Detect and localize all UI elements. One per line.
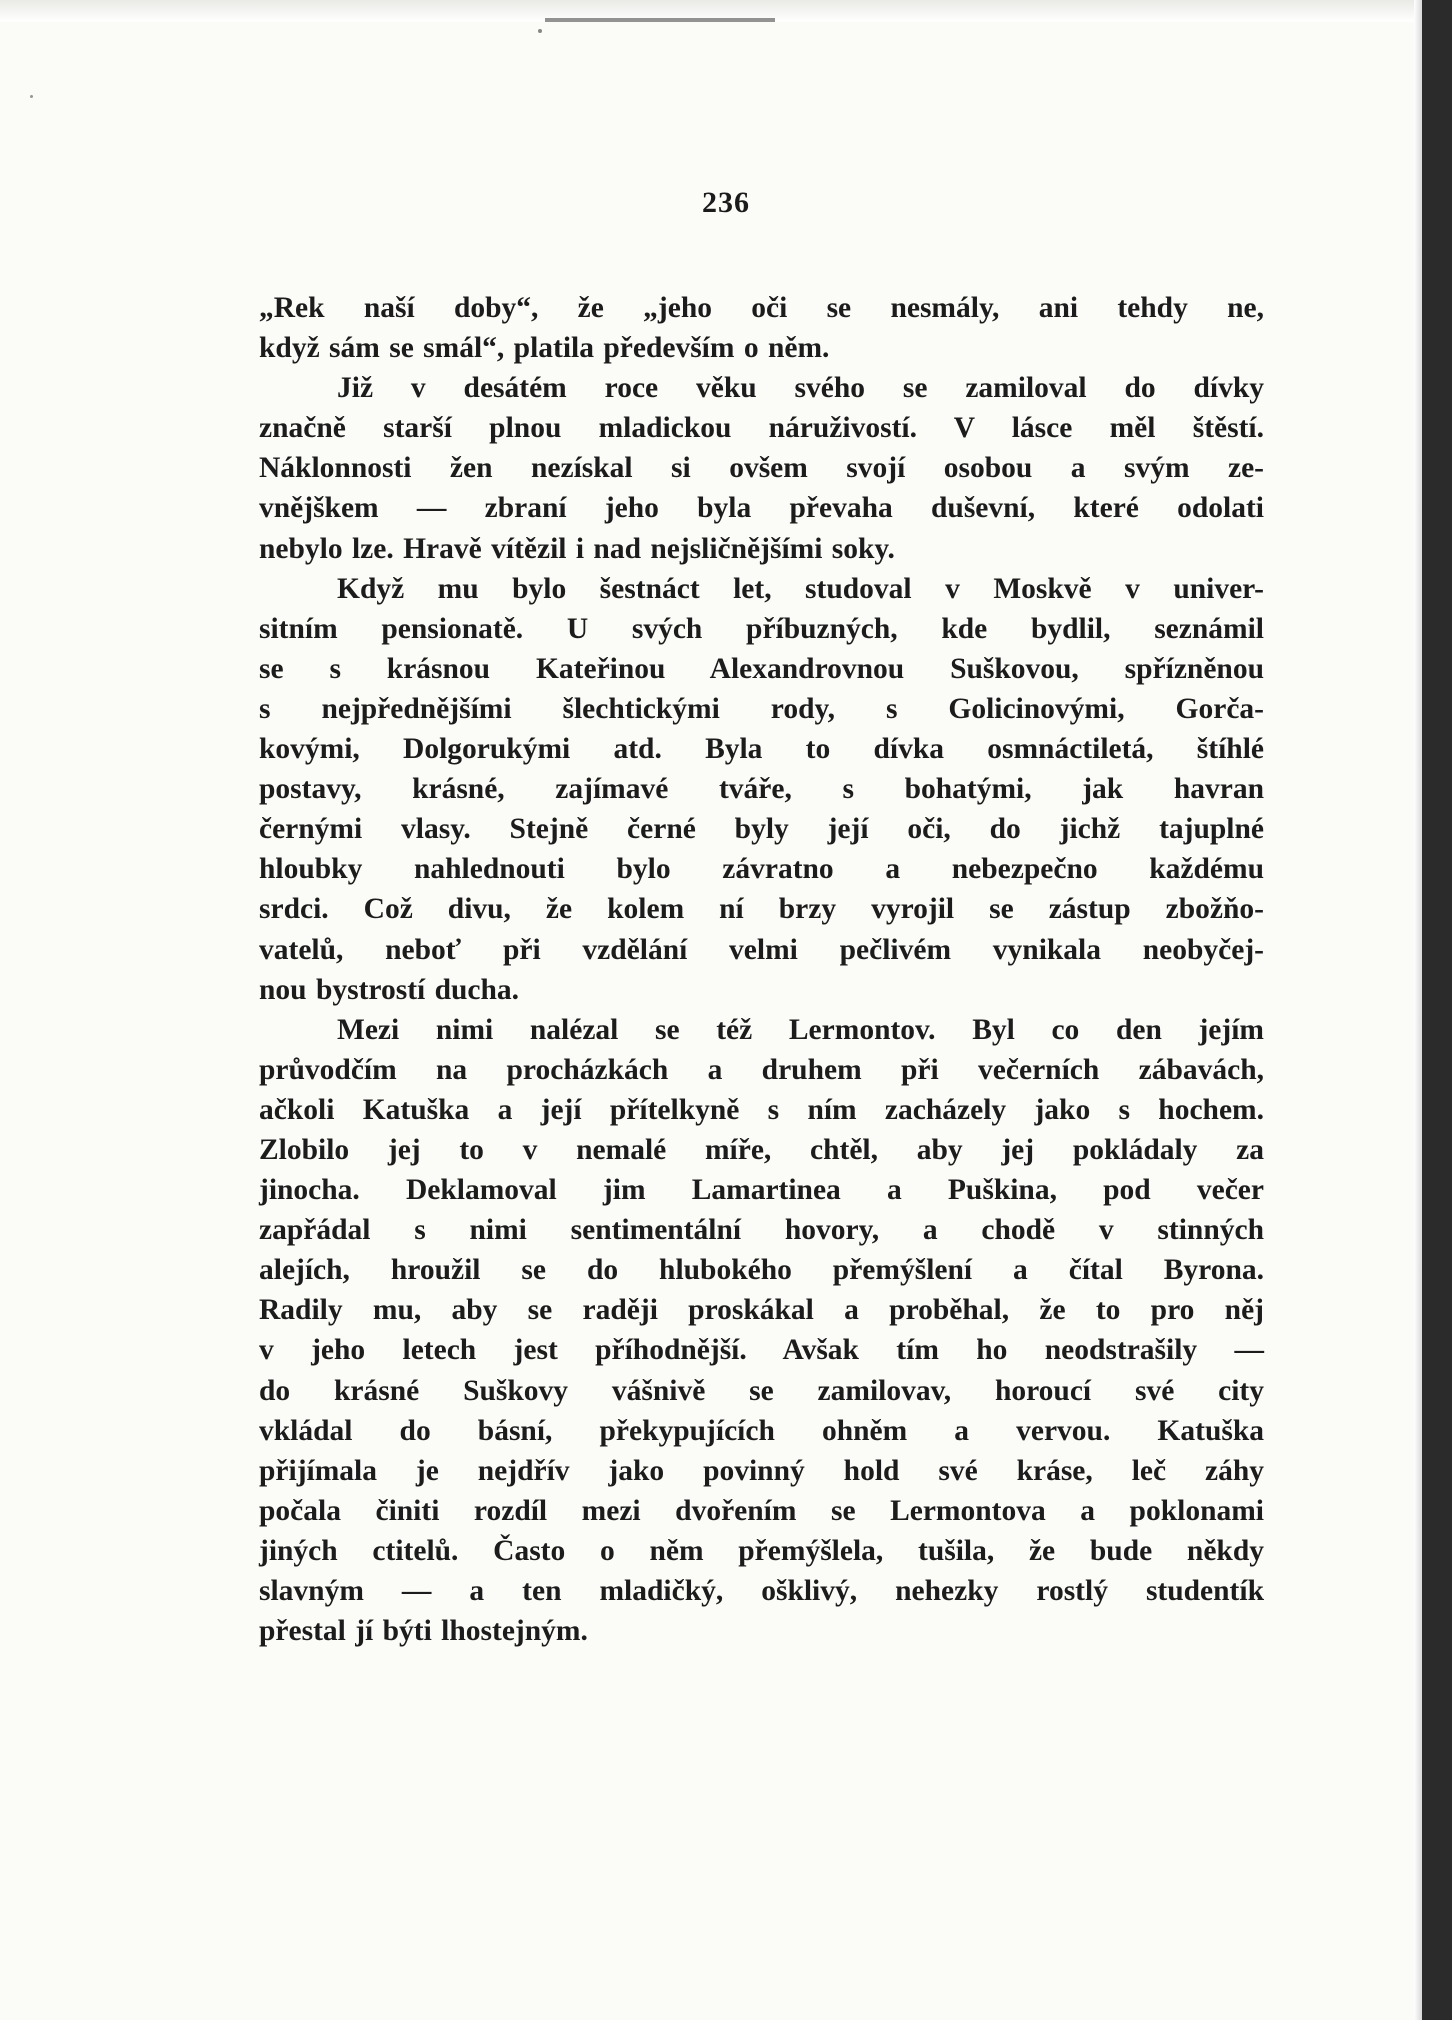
text-line: když sám se smál“, platila především o něm. (259, 332, 830, 365)
text-line: jinocha. Deklamoval jim Lamartinea a Puškina, pod večer (259, 1174, 1264, 1207)
top-ink-speck (538, 29, 542, 33)
text-line: s nejpřednějšími šlechtickými rody, s Golicinovými, Gorča- (259, 692, 1264, 725)
text-line: jiných ctitelů. Často o něm přemýšlela, tušila, že bude někdy (259, 1534, 1264, 1567)
left-margin-speck (30, 95, 33, 98)
text-line: vnějškem — zbraní jeho byla převaha duševní, které odolati (259, 492, 1264, 525)
body-text (259, 288, 1264, 1651)
text-line: vkládal do básní, překypujících ohněm a vervou. Katuška (259, 1414, 1264, 1447)
text-line: Náklonnosti žen nezískal si ovšem svojí osobou a svým ze- (259, 452, 1264, 485)
text-line: slavným — a ten mladičký, ošklivý, nehezky rostlý studentík (259, 1575, 1264, 1607)
right-scan-border (1422, 0, 1452, 2020)
text-line: Mezi nimi nalézal se též Lermontov. Byl co den jejím (337, 1013, 1264, 1046)
text-line: alejích, hroužil se do hlubokého přemýšlení a čítal Byrona. (259, 1254, 1264, 1287)
text-line: ačkoli Katuška a její přítelkyně s ním zacházely jako s hochem. (259, 1093, 1264, 1126)
text-line: nebylo lze. Hravě vítězil i nad nejsličnějšími soky. (259, 532, 895, 565)
text-line: Když mu bylo šestnáct let, studoval v Moskvě v univer- (337, 572, 1264, 605)
text-line: srdci. Což divu, že kolem ní brzy vyrojil se zástup zbožňo- (259, 893, 1264, 926)
text-line: „Rek naší doby“, že „jeho oči se nesmály, ani tehdy ne, (259, 292, 1264, 324)
top-ink-smudge (545, 18, 775, 22)
text-line: počala činiti rozdíl mezi dvořením se Lermontova a poklonami (259, 1494, 1264, 1527)
text-line: průvodčím na procházkách a druhem při večerních zábavách, (259, 1053, 1264, 1086)
text-line: černými vlasy. Stejně černé byly její oči, do jichž tajuplné (259, 813, 1264, 846)
text-line: přijímala je nejdřív jako povinný hold své kráse, leč záhy (259, 1454, 1264, 1487)
text-line: kovými, Dolgorukými atd. Byla to dívka osmnáctiletá, štíhlé (259, 733, 1264, 766)
text-line: vatelů, neboť při vzdělání velmi pečlivém vynikala neobyčej- (259, 933, 1264, 966)
page-number: 236 (702, 186, 750, 219)
text-line: hloubky nahlednouti bylo závratno a nebezpečno každému (259, 853, 1264, 886)
text-line: značně starší plnou mladickou náruživostí. V lásce měl štěstí. (259, 412, 1264, 445)
text-line: do krásné Suškovy vášnivě se zamilovav, horoucí své city (259, 1374, 1264, 1407)
text-line: se s krásnou Kateřinou Alexandrovnou Suškovou, spřízněnou (259, 652, 1264, 685)
text-line: Radily mu, aby se raději proskákal a proběhal, že to pro něj (259, 1294, 1264, 1327)
text-line: postavy, krásné, zajímavé tváře, s bohatými, jak havran (259, 773, 1264, 806)
text-line: přestal jí býti lhostejným. (259, 1615, 588, 1648)
text-line: zapřádal s nimi sentimentální hovory, a chodě v stinných (259, 1214, 1264, 1247)
right-edge-gradient (1414, 0, 1422, 2020)
text-line: nou bystrostí ducha. (259, 973, 520, 1006)
text-line: Již v desátém roce věku svého se zamiloval do dívky (337, 372, 1264, 405)
text-line: sitním pensionatě. U svých příbuzných, kde bydlil, seznámil (259, 612, 1264, 645)
text-line: Zlobilo jej to v nemalé míře, chtěl, aby jej pokládaly za (259, 1133, 1264, 1166)
text-line: v jeho letech jest příhodnější. Avšak tím ho neodstrašily — (259, 1334, 1264, 1367)
